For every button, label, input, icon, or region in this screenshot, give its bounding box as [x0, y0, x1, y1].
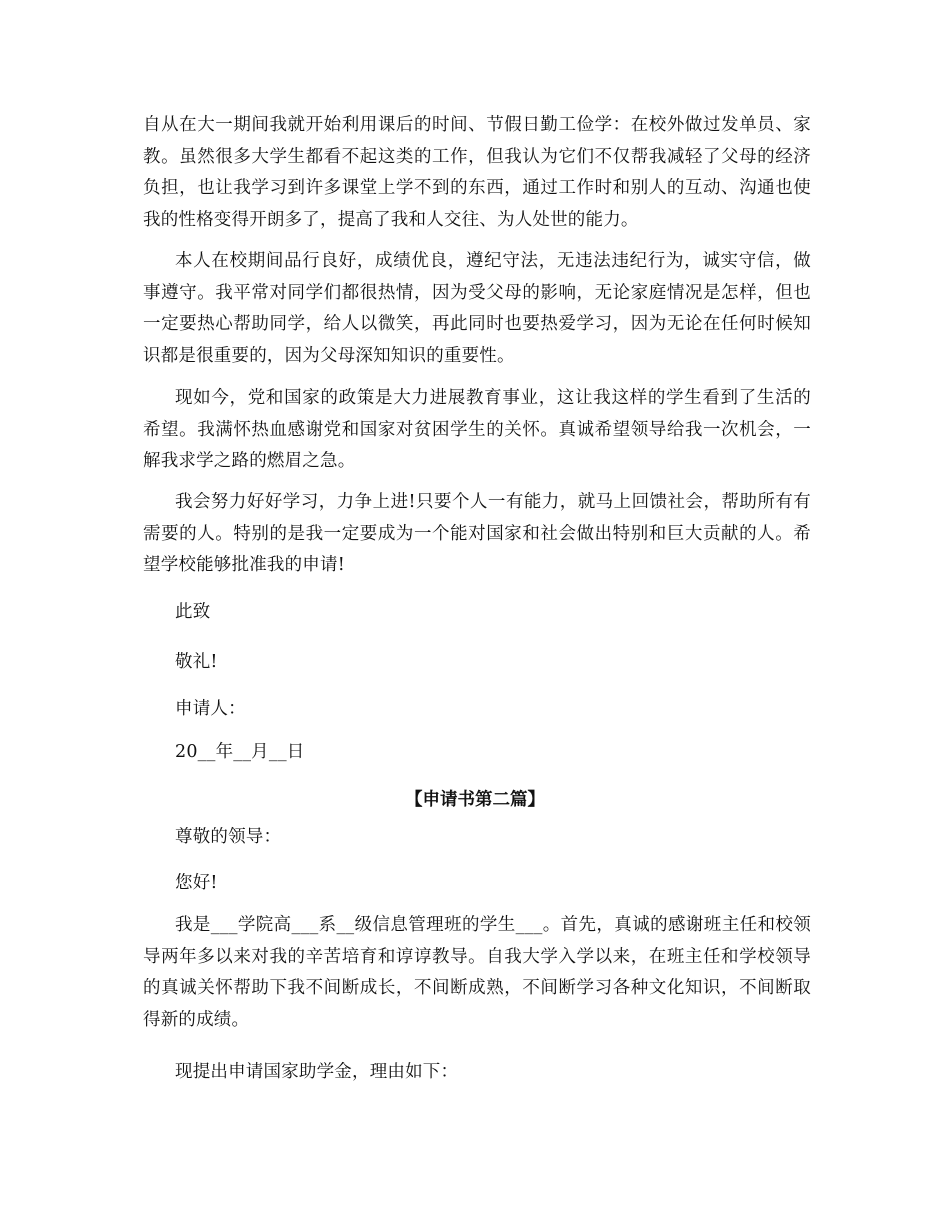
paragraph-character: 本人在校期间品行良好，成绩优良，遵纪守法，无违法违纪行为，诚实守信，做事遵守。我平常对同学们都很热情，因为受父母的影响，无论家庭情况是怎样，但也一定要热心帮助同学，给人以微笑，再此同时也要热爱学习，因为无论在任何时候知识都是很重要的，因为父母深知知识的重要性。: [143, 251, 811, 366]
closing-zhici: 此致: [175, 602, 211, 622]
section-two-title: 【申请书第二篇】: [405, 790, 545, 810]
paragraph-policy: 现如今，党和国家的政策是大力进展教育事业，这让我这样的学生看到了生活的希望。我满怀热血感谢党和国家对贫困学生的关怀。真诚希望领导给我一次机会，一解我求学之路的燃眉之急。: [143, 388, 811, 471]
date-line: 20__年__月__日: [175, 742, 305, 762]
paragraph-reason-intro: 现提出申请国家助学金，理由如下：: [175, 1062, 459, 1082]
greeting: 您好!: [175, 873, 218, 893]
applicant-label: 申请人：: [175, 699, 246, 719]
salutation: 尊敬的领导：: [175, 827, 282, 847]
paragraph-commitment: 我会努力好好学习，力争上进!只要个人一有能力，就马上回馈社会，帮助所有有需要的人。特别的是我一定要成为一个能对国家和社会做出特别和巨大贡献的人。希望学校能够批准我的申请!: [143, 492, 811, 575]
paragraph-introduction: 我是___学院高___系__级信息管理班的学生___。首先，真诚的感谢班主任和校领导两年多以来对我的辛苦培育和谆谆教导。自我大学入学以来，在班主任和学校领导的真诚关怀帮助下我不间断成长，不间断成熟，不间断学习各种文化知识，不间断取得新的成绩。: [143, 915, 811, 1030]
closing-jingli: 敬礼!: [175, 652, 218, 672]
paragraph-work-study: 自从在大一期间我就开始利用课后的时间、节假日勤工俭学：在校外做过发单员、家教。虽然很多大学生都看不起这类的工作，但我认为它们不仅帮我减轻了父母的经济负担，也让我学习到许多课堂上学不到的东西，通过工作时和别人的互动、沟通也使我的性格变得开朗多了，提高了我和人交往、为人处世的能力。: [143, 115, 811, 230]
